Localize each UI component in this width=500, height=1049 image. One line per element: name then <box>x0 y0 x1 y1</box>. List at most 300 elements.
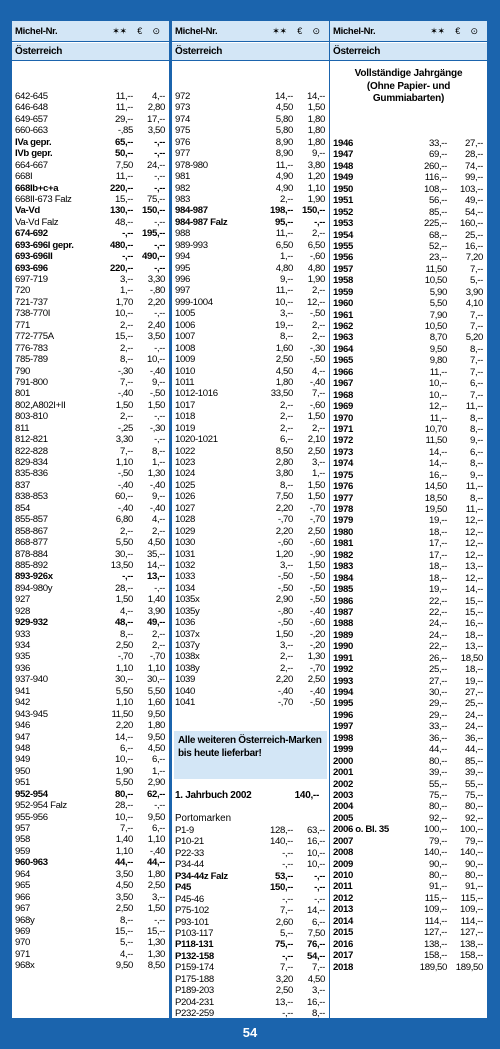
price-mint: 55,-- <box>429 778 447 790</box>
catalog-number: P204-231 <box>175 996 214 1008</box>
table-row <box>330 264 487 275</box>
catalog-number: IVb gepr. <box>15 148 53 160</box>
table-row <box>172 137 329 148</box>
price-used: 16,-- <box>465 618 483 630</box>
price-mint: 11,-- <box>275 159 293 171</box>
catalog-number: 994 <box>175 251 190 263</box>
catalog-number: 771 <box>15 319 30 331</box>
price-used: -,40 <box>149 479 165 491</box>
catalog-number: 1988 <box>333 618 353 630</box>
table-row <box>330 378 487 389</box>
table-row <box>12 480 169 491</box>
price-mint: 22,-- <box>429 606 447 618</box>
table-row <box>330 344 487 355</box>
table-row <box>12 754 169 765</box>
table-row <box>172 836 329 847</box>
catalog-number: 1024 <box>175 468 195 480</box>
price-mint: 11,-- <box>275 285 293 297</box>
price-used: -,50 <box>309 354 325 366</box>
price-used: 44,-- <box>147 857 165 869</box>
table-row <box>330 447 487 458</box>
catalog-number: 1006 <box>175 319 195 331</box>
price-used: 16,-- <box>465 240 483 252</box>
table-row <box>12 869 169 880</box>
catalog-number: 1984 <box>333 572 353 584</box>
price-used: 49,-- <box>147 617 165 629</box>
price-mint: 2,-- <box>120 319 133 331</box>
table-row <box>172 331 329 342</box>
table-row <box>172 91 329 102</box>
catalog-number: 1011 <box>175 376 195 388</box>
table-row <box>12 171 169 182</box>
price-used: 9,-- <box>470 469 483 481</box>
price-used: 91,-- <box>465 881 483 893</box>
table-row <box>330 390 487 401</box>
catalog-number: 858-867 <box>15 525 48 537</box>
price-used: 25,-- <box>465 229 483 241</box>
price-used: 9,50 <box>147 811 165 823</box>
table-row <box>12 686 169 697</box>
price-mint: 12,-- <box>429 401 447 413</box>
catalog-number: 1972 <box>333 435 353 447</box>
price-mint: 48,-- <box>115 216 133 228</box>
year-sets-title <box>330 68 487 106</box>
table-row <box>330 801 487 812</box>
price-mint: 6,80 <box>115 514 133 526</box>
price-mint: 27,-- <box>429 675 447 687</box>
price-used: 28,-- <box>465 149 483 161</box>
catalog-number: 951 <box>15 777 30 789</box>
price-mint: 30,-- <box>115 548 133 560</box>
table-row <box>172 125 329 136</box>
price-mint: 198,-- <box>270 205 293 217</box>
table-row <box>12 160 169 171</box>
price-used: -,40 <box>309 605 325 617</box>
price-used: 44,-- <box>465 744 483 756</box>
table-row <box>330 413 487 424</box>
price-mint: 138,-- <box>424 938 447 950</box>
price-used: 7,-- <box>470 355 483 367</box>
catalog-number: 984-987 Falz <box>175 216 228 228</box>
price-used: 1,20 <box>307 171 325 183</box>
table-row <box>172 848 329 859</box>
price-used: 6,-- <box>312 916 325 928</box>
catalog-number: 1958 <box>333 275 353 287</box>
catalog-number: 959 <box>15 845 30 857</box>
price-mint: -,60 <box>277 537 293 549</box>
catalog-number: 933 <box>15 628 30 640</box>
price-used: 109,-- <box>460 904 483 916</box>
price-used: -,70 <box>309 502 325 514</box>
catalog-number: 1040 <box>175 685 195 697</box>
catalog-number: 812-821 <box>15 434 48 446</box>
price-used: 5,20 <box>465 332 483 344</box>
price-used: 4,10 <box>465 298 483 310</box>
price-used: 8,-- <box>470 492 483 504</box>
table-row <box>172 549 329 560</box>
price-used: 8,-- <box>470 458 483 470</box>
price-used: -,60 <box>309 617 325 629</box>
table-row <box>330 630 487 641</box>
price-mint: 24,-- <box>429 629 447 641</box>
price-mint: 3,-- <box>280 308 293 320</box>
price-used: -,-- <box>154 136 165 148</box>
title-line: Gummiabarten) <box>372 93 445 104</box>
price-used: -,50 <box>309 308 325 320</box>
price-mint: 2,50 <box>115 640 133 651</box>
price-mint: -,80 <box>277 605 293 617</box>
price-used: 1,80 <box>307 125 325 137</box>
table-row <box>172 663 329 674</box>
table-row <box>12 709 169 720</box>
section-heading: Österreich <box>172 43 329 61</box>
price-mint: 60,-- <box>115 491 133 503</box>
price-used: -,20 <box>309 628 325 640</box>
year-sets-list <box>330 138 487 973</box>
catalog-number: P22-33 <box>175 847 204 859</box>
price-mint: 10,-- <box>115 754 133 766</box>
price-mint: 2,50 <box>275 354 293 366</box>
table-row <box>330 698 487 709</box>
price-used: 8,-- <box>470 343 483 355</box>
price-used: 3,80 <box>307 159 325 171</box>
price-used: 1,50 <box>307 491 325 503</box>
table-row <box>12 537 169 548</box>
catalog-number: 1010 <box>175 365 195 377</box>
catalog-number: 2008 <box>333 847 353 859</box>
table-row <box>330 195 487 206</box>
euro-icon: € <box>297 25 302 36</box>
table-row <box>330 470 487 481</box>
catalog-number: P118-131 <box>175 939 214 951</box>
jahrbuch-label: 1. Jahrbuch 2002 <box>175 790 252 801</box>
catalog-number: 968x <box>15 960 35 972</box>
table-row <box>330 676 487 687</box>
price-used: -,-- <box>314 870 325 882</box>
table-row <box>12 606 169 617</box>
price-mint: 29,-- <box>429 698 447 710</box>
price-mint: 14,-- <box>429 458 447 470</box>
table-row <box>12 549 169 560</box>
price-mint: 9,80 <box>429 355 447 367</box>
catalog-number: 936 <box>15 662 30 674</box>
price-used: -,50 <box>309 582 325 594</box>
price-mint: 13,-- <box>275 996 293 1008</box>
catalog-number: 955-956 <box>15 811 48 823</box>
table-row <box>330 836 487 847</box>
catalog-number: 958 <box>15 834 30 846</box>
price-mint: 53,-- <box>275 870 293 882</box>
catalog-number: 1966 <box>333 366 353 378</box>
catalog-number: 966 <box>15 891 30 903</box>
price-used: 195,-- <box>142 228 165 240</box>
price-mint: 22,-- <box>429 641 447 653</box>
price-mint: 3,20 <box>275 973 293 985</box>
price-used: 10,-- <box>307 847 325 859</box>
price-used: 27,-- <box>465 687 483 698</box>
price-mint: 6,50 <box>275 239 293 251</box>
catalog-number: 1963 <box>333 332 353 344</box>
price-used: 1,80 <box>307 113 325 125</box>
table-row <box>172 285 329 296</box>
price-used: 1,90 <box>307 274 325 285</box>
price-used: 1,50 <box>307 559 325 571</box>
table-row <box>12 411 169 422</box>
price-mint: 29,-- <box>429 709 447 721</box>
price-mint: 28,-- <box>115 582 133 594</box>
price-used: 80,-- <box>465 870 483 881</box>
price-mint: 14,-- <box>115 731 133 743</box>
catalog-number: 1961 <box>333 309 353 321</box>
price-used: 100,-- <box>460 824 483 836</box>
catalog-number: P175-188 <box>175 973 214 985</box>
catalog-number: 1953 <box>333 218 353 230</box>
price-used: 19,-- <box>465 675 483 687</box>
catalog-number: 1032 <box>175 559 195 571</box>
price-used: 3,30 <box>147 274 165 285</box>
price-mint: 69,-- <box>429 149 447 161</box>
table-row <box>330 779 487 790</box>
catalog-number: 885-892 <box>15 559 48 571</box>
price-used: -,40 <box>149 502 165 514</box>
column-2 <box>172 21 329 1018</box>
price-mint: 33,50 <box>270 388 293 400</box>
table-row <box>12 903 169 914</box>
price-used: 12,-- <box>465 572 483 584</box>
catalog-number: 785-789 <box>15 354 48 366</box>
table-row <box>330 367 487 378</box>
price-mint: 18,-- <box>429 526 447 538</box>
table-row <box>172 102 329 113</box>
price-mint: 91,-- <box>429 881 447 893</box>
price-used: 4,50 <box>307 973 325 985</box>
price-mint: 17,-- <box>429 549 447 561</box>
catalog-number: 1041 <box>175 697 195 709</box>
price-mint: 16,-- <box>429 469 447 481</box>
price-mint: 50,-- <box>115 148 133 160</box>
column-header <box>12 21 169 42</box>
table-row <box>330 321 487 332</box>
price-mint: 10,70 <box>424 423 447 435</box>
catalog-number: 977 <box>175 148 190 160</box>
price-used: 138,-- <box>460 938 483 950</box>
table-row <box>12 846 169 857</box>
catalog-number: 982 <box>175 182 190 194</box>
column-header <box>330 21 487 42</box>
catalog-number: 927 <box>15 594 30 606</box>
catalog-number: 674-692 <box>15 228 48 240</box>
price-used: 25,-- <box>465 698 483 710</box>
price-used: 6,-- <box>152 823 165 834</box>
price-mint: 33,-- <box>429 721 447 733</box>
table-row <box>330 149 487 160</box>
table-row <box>172 526 329 537</box>
price-used: 75,-- <box>147 193 165 205</box>
table-row <box>12 949 169 960</box>
price-mint: 15,-- <box>115 193 133 205</box>
price-mint: 3,50 <box>115 891 133 903</box>
price-mint: 11,50 <box>425 263 447 275</box>
extras-list <box>172 789 329 1019</box>
price-mint: 2,20 <box>275 674 293 686</box>
price-mint: -,-- <box>122 251 133 263</box>
price-mint: 24,-- <box>429 618 447 630</box>
catalog-number: 1018 <box>175 411 195 423</box>
table-row <box>172 308 329 319</box>
price-used: 27,-- <box>465 138 483 149</box>
catalog-number: 988 <box>175 228 190 240</box>
price-mint: 90,-- <box>429 858 447 870</box>
catalog-number: 1965 <box>333 355 353 367</box>
catalog-number: 947 <box>15 731 30 743</box>
catalog-number: 2004 <box>333 801 353 813</box>
price-used: -,40 <box>309 376 325 388</box>
price-mint: 8,90 <box>275 136 293 148</box>
price-used: 11,-- <box>465 401 483 413</box>
price-mint: 10,-- <box>115 811 133 823</box>
table-row <box>172 228 329 239</box>
table-row <box>330 573 487 584</box>
table-row <box>172 686 329 697</box>
table-row <box>330 641 487 652</box>
table-row <box>12 663 169 674</box>
catalog-number: 2002 <box>333 778 353 790</box>
table-row <box>172 951 329 962</box>
table-row <box>330 161 487 172</box>
price-mint: -,50 <box>117 468 133 480</box>
price-used: 36,-- <box>465 732 483 744</box>
catalog-number: 949 <box>15 754 30 766</box>
table-row <box>330 710 487 721</box>
price-used: -,60 <box>309 537 325 549</box>
catalog-number: 1036 <box>175 617 195 629</box>
table-row <box>12 114 169 125</box>
catalog-number: P34-44 <box>175 859 204 871</box>
table-row <box>12 354 169 365</box>
price-mint: 3,-- <box>280 559 293 571</box>
price-used: -,20 <box>309 640 325 651</box>
table-row <box>330 904 487 915</box>
price-mint: 52,-- <box>429 240 447 252</box>
table-row <box>12 503 169 514</box>
price-mint: 44,-- <box>429 744 447 756</box>
catalog-number: 868-877 <box>15 537 48 549</box>
table-row <box>330 550 487 561</box>
catalog-number: 649-657 <box>15 113 48 125</box>
price-mint: 8,-- <box>120 914 133 926</box>
price-mint: 2,-- <box>280 411 293 423</box>
table-row <box>330 355 487 366</box>
price-used: 2,80 <box>147 102 165 114</box>
price-mint: 2,50 <box>275 985 293 997</box>
price-used: 2,10 <box>307 434 325 446</box>
table-row <box>172 503 329 514</box>
price-mint: 15,-- <box>115 331 133 343</box>
table-row <box>12 183 169 194</box>
price-mint: 5,50 <box>115 777 133 789</box>
price-mint: 114,-- <box>424 915 447 927</box>
price-used: -,70 <box>309 662 325 674</box>
porto-heading: Portomarken <box>175 813 232 824</box>
table-row <box>12 308 169 319</box>
price-mint: 140,-- <box>270 836 293 848</box>
price-used: 16,-- <box>307 836 325 848</box>
price-mint: -,70 <box>277 514 293 526</box>
catalog-number: 837 <box>15 479 30 491</box>
price-used: 3,-- <box>312 985 325 997</box>
price-used: 8,-- <box>470 423 483 435</box>
table-row <box>12 91 169 102</box>
price-used: 2,-- <box>152 640 165 651</box>
table-row <box>330 435 487 446</box>
price-mint: 22,-- <box>429 595 447 607</box>
catalog-number: 693-696I gepr. <box>15 239 74 251</box>
mint-never-hinged-icon: ✶✶ <box>430 25 445 36</box>
catalog-number: 1962 <box>333 321 353 332</box>
price-used: 80,-- <box>465 801 483 813</box>
table-row <box>172 629 329 640</box>
catalog-number: 1986 <box>333 595 353 607</box>
price-used: 8,50 <box>147 960 165 972</box>
catalog-number: 997 <box>175 285 190 297</box>
table-row <box>330 481 487 492</box>
table-row <box>172 859 329 870</box>
table-row <box>172 251 329 262</box>
table-row <box>12 320 169 331</box>
price-used: 2,90 <box>147 777 165 789</box>
price-mint: 225,-- <box>424 218 447 230</box>
table-row <box>172 1008 329 1019</box>
table-row <box>330 218 487 229</box>
price-used: 9,-- <box>152 376 165 388</box>
price-mint: 8,-- <box>280 331 293 343</box>
price-mint: 115,-- <box>424 892 447 904</box>
price-mint: 14,-- <box>429 446 447 458</box>
price-used: 13,-- <box>465 641 483 653</box>
price-used: 7,50 <box>307 927 325 939</box>
price-used: 17,-- <box>147 113 165 125</box>
catalog-number: 1020-1021 <box>175 434 218 446</box>
price-used: 13,-- <box>147 571 165 583</box>
price-mint: 95,-- <box>275 216 293 228</box>
price-used: 1,30 <box>147 468 165 480</box>
price-used: 1,-- <box>152 457 165 468</box>
price-used: -,-- <box>154 262 165 274</box>
price-used: 7,-- <box>470 309 483 321</box>
table-row <box>172 651 329 662</box>
table-row <box>330 138 487 149</box>
catalog-number: 1998 <box>333 732 353 744</box>
catalog-number: 835-836 <box>15 468 48 480</box>
price-used: -,-- <box>154 171 165 183</box>
catalog-number: P232-259 <box>175 1008 214 1019</box>
price-used: 1,10 <box>147 834 165 846</box>
catalog-number: 946 <box>15 720 30 732</box>
catalog-number: 996 <box>175 274 190 285</box>
catalog-number: 1989 <box>333 629 353 641</box>
price-mint: 10,-- <box>429 389 447 401</box>
price-used: 14,-- <box>307 905 325 917</box>
price-used: 15,-- <box>147 925 165 937</box>
catalog-number: 1028 <box>175 514 195 526</box>
column-header <box>172 21 329 42</box>
price-used: 150,-- <box>302 205 325 217</box>
price-used: -,-- <box>154 216 165 228</box>
price-mint: 1,60 <box>275 342 293 354</box>
price-used: 6,50 <box>307 239 325 251</box>
catalog-number: 972 <box>175 91 190 102</box>
price-used: 1,80 <box>307 136 325 148</box>
